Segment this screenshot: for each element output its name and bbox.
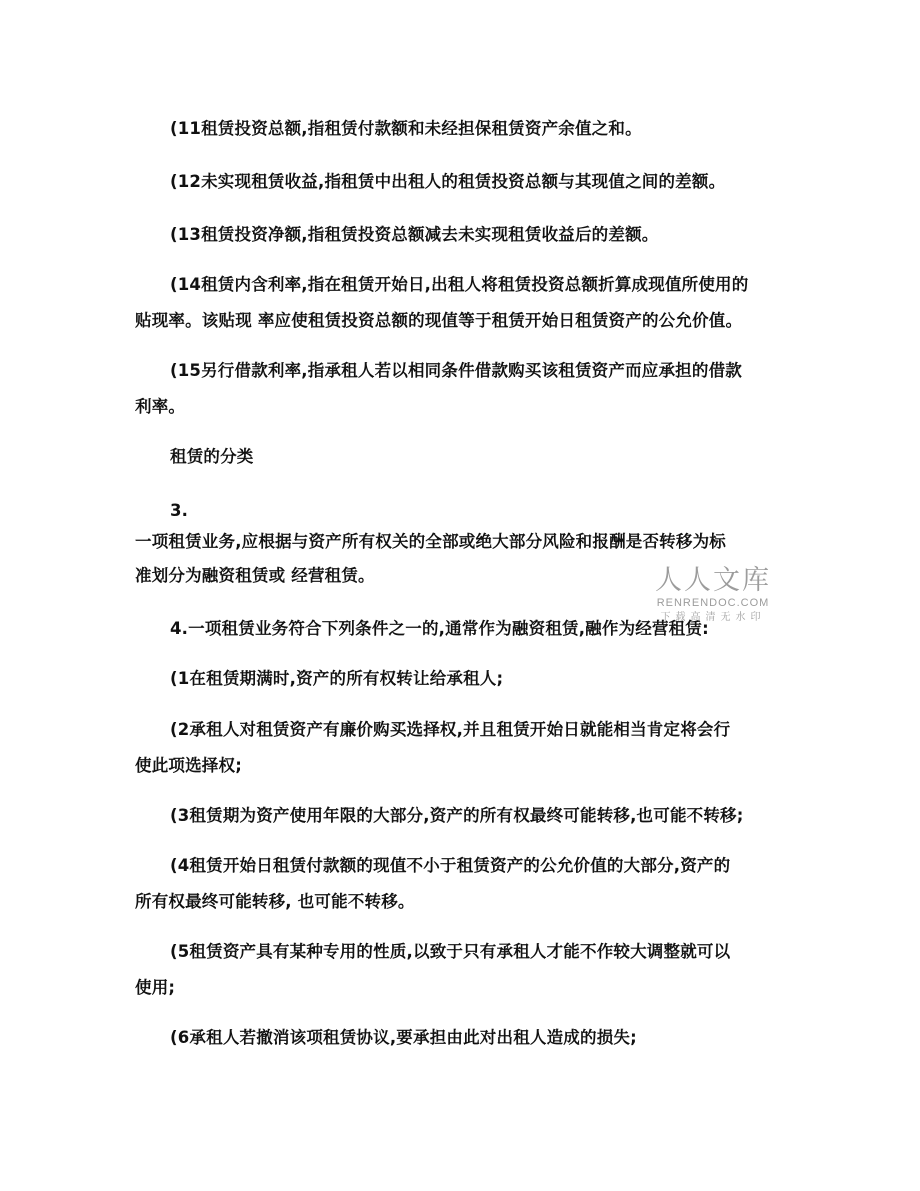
section-number: 3. — [170, 501, 189, 520]
list-item-line: (1在租赁期满时,资产的所有权转让给承租人; — [170, 669, 504, 688]
paragraph-line: 贴现率。该贴现 率应使租赁投资总额的现值等于租赁开始日租赁资产的公允价值。 — [135, 311, 743, 330]
list-item-line: (2承租人对租赁资产有廉价购买选择权,并且租赁开始日就能相当肯定将会行 — [170, 720, 731, 739]
list-item-line: (3租赁期为资产使用年限的大部分,资产的所有权最终可能转移,也可能不转移; — [170, 806, 744, 825]
section-heading: 租赁的分类 — [170, 447, 254, 466]
paragraph-line: (12未实现租赁收益,指租赁中出租人的租赁投资总额与其现值之间的差额。 — [170, 172, 726, 191]
paragraph-line: (15另行借款利率,指承租人若以相同条件借款购买该租赁资产而应承担的借款 — [170, 361, 742, 380]
paragraph-line: (13租赁投资净额,指租赁投资总额减去未实现租赁收益后的差额。 — [170, 225, 659, 244]
list-item-line: 使用; — [135, 978, 176, 997]
watermark-slogan: 下载高清无水印 — [660, 612, 766, 623]
watermark — [648, 566, 778, 624]
paragraph-line: (14租赁内含利率,指在租赁开始日,出租人将租赁投资总额折算成现值所使用的 — [170, 275, 749, 294]
paragraph-line: 4.一项租赁业务符合下列条件之一的,通常作为融资租赁,融作为经营租赁: — [170, 619, 709, 638]
paragraph-line: 准划分为融资租赁或 经营租赁。 — [135, 566, 375, 585]
paragraph-line: 一项租赁业务,应根据与资产所有权关的全部或绝大部分风险和报酬是否转移为标 — [135, 532, 726, 551]
watermark-logo-text: 人人文库 — [655, 565, 771, 596]
list-item-line: 使此项选择权; — [135, 756, 242, 775]
paragraph-line: 利率。 — [135, 397, 186, 416]
list-item-line: (5租赁资产具有某种专用的性质,以致于只有承租人才能不作较大调整就可以 — [170, 942, 731, 961]
list-item-line: (4租赁开始日租赁付款额的现值不小于租赁资产的公允价值的大部分,资产的 — [170, 856, 731, 875]
paragraph-line: (11租赁投资总额,指租赁付款额和未经担保租赁资产余值之和。 — [170, 119, 642, 138]
list-item-line: (6承租人若撤消该项租赁协议,要承担由此对出租人造成的损失; — [170, 1028, 637, 1047]
watermark-url: RENRENDOC.COM — [656, 597, 770, 609]
list-item-line: 所有权最终可能转移, 也可能不转移。 — [135, 892, 415, 911]
